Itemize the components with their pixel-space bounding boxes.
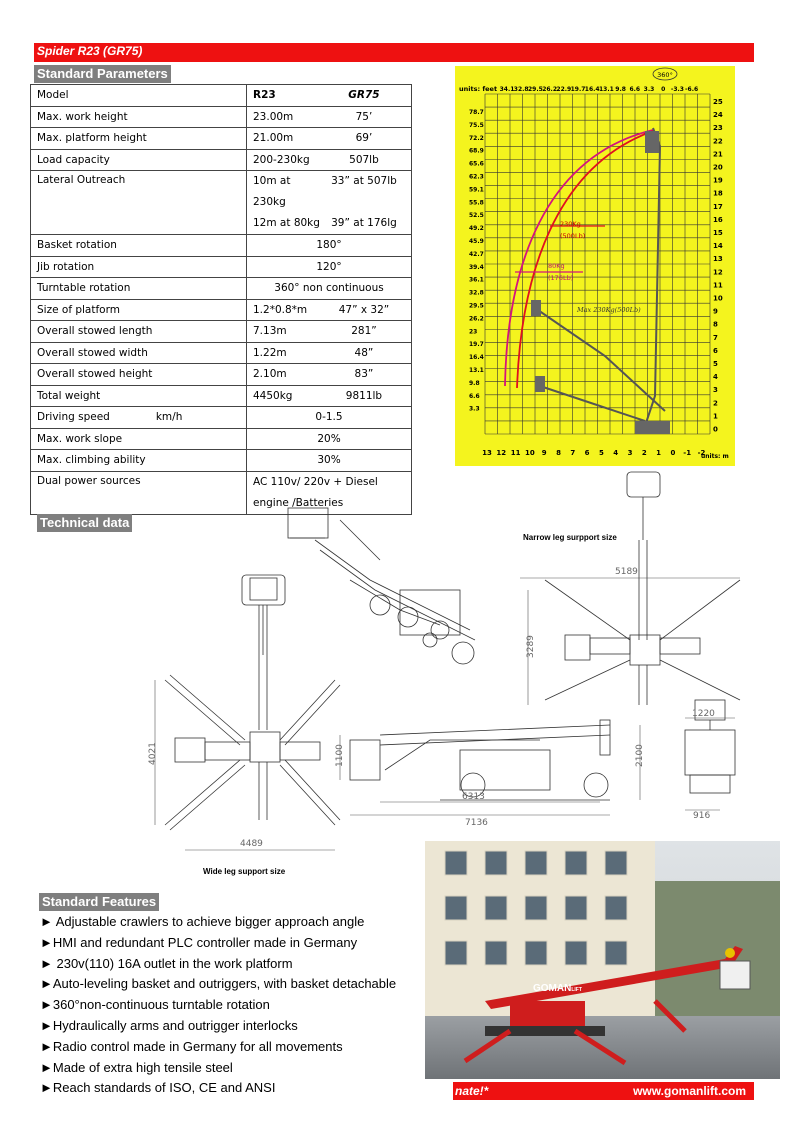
chart-right-tick: 2 [713,399,718,408]
feature-item: ► Adjustable crawlers to achieve bigger approach angle [40,914,365,929]
chart-right-tick: 18 [713,189,723,198]
chart-left-tick: 45.9 [469,238,484,245]
chart-left-tick: 36.1 [469,276,484,284]
feature-item: ► 230v(110) 16A outlet in the work platform [40,955,293,971]
chart-left-tick: 49.2 [469,225,484,233]
chart-left-tick: 62.3 [469,173,484,181]
feature-item: ►Reach standards of ISO, CE and ANSI [40,1080,276,1096]
machine-base [635,421,670,434]
table-row [31,171,412,235]
chart-top-tick: 32.8 [513,86,529,93]
chart-right-tick: 1 [713,412,718,421]
param-label: Overall stowed height [31,364,247,386]
chart-left-tick: 52.5 [469,212,484,220]
feature-item: ►Hydraulically arms and outrigger interlocks [40,1017,298,1033]
working-range-chart [455,66,735,466]
param-label: Size of platform [31,299,247,321]
basket-low [535,376,545,392]
section-standard-features: Standard Features [39,893,159,911]
chart-right-tick: 21 [713,150,723,159]
chart-right-tick: 4 [713,373,718,382]
perspective-machine-drawing [288,508,475,664]
table-row [31,364,412,386]
chart-left-tick: 75.5 [469,121,484,129]
chart-bottom-tick: 1 [656,449,662,457]
chart-top-tick: 22.9 [556,86,572,93]
photo-brand: GOMANLIFT [533,983,582,994]
param-value: 10m at 230kg 33” at 507lb 12m at 80kg 39” at 176lg [247,171,412,235]
chart-top-tick: -6.6 [685,86,699,93]
chart-left-tick: 39.4 [469,263,484,271]
dim-side-height: 2100 [635,744,645,767]
chart-top-tick: 13.1 [598,86,614,93]
chart-bottom-tick: 4 [613,449,619,457]
chart-top-tick: 29.5 [527,86,543,93]
wide-leg-label: Wide leg support size [203,867,286,876]
chart-left-tick: 9.8 [469,379,480,387]
basket-upper [645,131,659,153]
rotation-label: 360° [657,71,673,79]
chart-right-tick: 20 [713,163,723,172]
chart-left-tick: 68.9 [469,147,484,155]
param-value: 360° non continuous [247,278,412,300]
param-label: Overall stowed width [31,342,247,364]
model-gr75: GR75 [348,89,380,102]
chart-right-tick: 24 [713,111,723,120]
product-photo [425,841,780,1079]
label-80kg: 80Kg [548,262,565,270]
chart-left-tick: 55.8 [469,199,484,207]
chart-top-tick: 19.7 [570,86,586,93]
chart-right-tick: 17 [713,202,723,211]
technical-drawings [140,470,780,870]
chart-bottom-tick: 13 [482,449,492,457]
chart-bottom-tick: 2 [641,449,647,457]
chart-right-tick: 19 [713,176,723,185]
model-r23: R23 [253,89,276,102]
chart-right-tick: 22 [713,137,723,146]
dim-side-base: 6313 [462,792,485,802]
chart-right-tick: 8 [713,320,718,329]
table-row [31,321,412,343]
dim-narrow-height: 3289 [526,635,536,658]
label-230lb: (500Lb) [560,232,586,240]
chart-top-tick: 26.2 [542,86,558,93]
boom-extended [535,308,665,411]
dim-side-length: 7136 [465,818,488,828]
param-label: Turntable rotation [31,278,247,300]
param-label: Max. climbing ability [31,450,247,472]
section-standard-parameters: Standard Parameters [34,65,171,83]
dim-front-base: 916 [693,811,711,821]
document-title: Spider R23 (GR75) [37,44,143,58]
table-row [31,278,412,300]
chart-right-tick: 6 [713,346,718,355]
narrow-leg-top-view [545,472,740,705]
chart-left-tick: 6.6 [469,392,480,400]
table-row [31,342,412,364]
chart-right-tick: 5 [713,360,718,368]
param-value: 7.13m 281” [247,321,412,343]
wide-leg-top-view [165,575,340,830]
table-cell [247,85,412,107]
table-header-row [31,85,412,107]
feature-item: ►360°non-continuous turntable rotation [40,997,270,1013]
chart-left-tick: 59.1 [469,186,484,194]
chart-bottom-tick: 8 [556,449,561,457]
dim-basket-height: 1100 [335,744,345,767]
chart-bottom-tick: 11 [510,449,521,457]
param-value: 1.2*0.8*m 47” x 32” [247,299,412,321]
param-label: Max. work slope [31,428,247,450]
chart-right-tick: 3 [713,386,718,395]
table-row [31,128,412,150]
chart-top-tick: 0 [661,86,666,93]
footer-website[interactable]: www.gomanlift.com [633,1084,746,1098]
chart-bottom-tick: 10 [525,449,535,457]
chart-bottom-tick: 9 [541,449,547,457]
chart-right-tick: 14 [713,242,723,251]
param-label: Basket rotation [31,235,247,257]
chart-svg [455,66,735,466]
param-value: 200-230kg 507lb [247,149,412,171]
chart-top-tick: -3.3 [670,86,684,93]
table-row [31,106,412,128]
chart-left-tick: 3.3 [469,405,480,413]
param-label: Max. platform height [31,128,247,150]
param-value: 23.00m 75’ [247,106,412,128]
chart-right-tick: 15 [713,229,723,237]
table-row [31,299,412,321]
feature-item: ►Auto-leveling basket and outriggers, with basket detachable [40,976,397,992]
parameters-table [30,84,412,515]
table-row [31,450,412,472]
chart-unit-m: units: m [701,453,729,460]
param-label: Dual power sources [31,471,247,514]
chart-left-tick: 16.4 [469,354,484,362]
chart-bottom-tick: 5 [598,449,604,457]
param-value: 120° [247,256,412,278]
feature-item: ►Radio control made in Germany for all movements [40,1038,343,1054]
chart-left-tick: 42.7 [469,250,484,258]
chart-left-tick: 72.2 [469,134,484,142]
chart-left-tick: 13.1 [469,367,484,374]
trees [655,881,780,1021]
envelope-80kg [505,130,653,386]
chart-left-tick: 32.8 [469,289,484,297]
feature-item: ►Made of extra high tensile steel [40,1059,233,1075]
chart-left-tick: 78.7 [469,109,484,116]
chart-unit-feet: units: feet [459,85,498,93]
chart-left-tick: 23 [469,328,478,336]
table-row [31,256,412,278]
chart-top-tick: 3.3 [643,86,655,93]
boom-low [540,386,645,421]
chart-top-tick: 34.1 [499,86,515,93]
param-value: AC 110v/ 220v + Diesel engine /Batteries [247,471,412,514]
chart-left-tick: 29.5 [469,302,484,310]
chart-right-tick: 16 [713,215,723,224]
label-80lb: (176Lb) [548,274,574,282]
param-label: Load capacity [31,149,247,171]
param-label: Driving speed km/h [31,407,247,429]
param-value: 2.10m 83” [247,364,412,386]
chart-right-tick: 12 [713,268,723,277]
chart-top-tick: 16.4 [584,86,600,93]
table-row [31,385,412,407]
param-value: 20% [247,428,412,450]
chart-bottom-tick: 3 [627,449,633,457]
title-bar [34,43,754,62]
chart-right-tick: 23 [713,124,723,133]
dim-front-width: 1220 [692,709,715,719]
chart-left-tick: 26.2 [469,315,484,323]
features-list [40,912,396,1099]
chart-bottom-tick: 12 [496,449,507,457]
param-value: 4450kg 9811lb [247,385,412,407]
chart-left-tick: 65.6 [469,160,484,168]
feature-item: ►HMI and redundant PLC controller made in Germany [40,934,358,950]
section-technical-data: Technical data [37,514,132,532]
param-label: Lateral Outreach [31,171,247,235]
chart-top-tick: 9.8 [615,86,626,93]
label-max: Max 230Kg(500Lb) [577,306,641,314]
param-label: Jib rotation [31,256,247,278]
param-label: Total weight [31,385,247,407]
photo-svg [425,841,780,1079]
chart-right-tick: 0 [713,425,718,434]
chart-top-tick: 6.6 [629,86,641,93]
table-row [31,149,412,171]
chart-bottom-tick: 0 [670,449,676,457]
param-label: Overall stowed length [31,321,247,343]
param-label: Max. work height [31,106,247,128]
dim-wide-width: 4489 [240,839,263,849]
chart-right-tick: 11 [713,281,723,290]
basket-mid [531,300,541,316]
chart-right-tick: 10 [713,294,723,303]
chart-bottom-tick: 6 [584,449,590,457]
table-row [31,235,412,257]
footer-left-text: nate!* [455,1084,489,1098]
table-row [31,407,412,429]
param-value: 21.00m 69’ [247,128,412,150]
dim-wide-height: 4021 [148,742,158,765]
label-230kg: 230Kg [560,220,581,228]
table-row [31,428,412,450]
table-cell: Model [31,85,247,107]
param-value: 180° [247,235,412,257]
dim-narrow-width: 5189 [615,567,638,577]
chart-bottom-tick: -1 [683,449,692,457]
param-value: 0-1.5 [247,407,412,429]
chart-right-tick: 13 [713,255,723,264]
chart-right-tick: 7 [713,333,718,342]
footer-bar [453,1082,754,1100]
param-value: 30% [247,450,412,472]
chart-bottom-tick: -2 [697,449,706,457]
chart-right-tick: 25 [713,98,723,106]
chart-right-tick: 9 [713,307,718,316]
narrow-leg-label: Narrow leg surpport size [523,533,617,542]
chart-left-tick: 19.7 [469,341,484,349]
side-view-drawing [350,720,610,800]
param-value: 1.22m 48” [247,342,412,364]
chart-bottom-tick: 7 [570,449,576,457]
